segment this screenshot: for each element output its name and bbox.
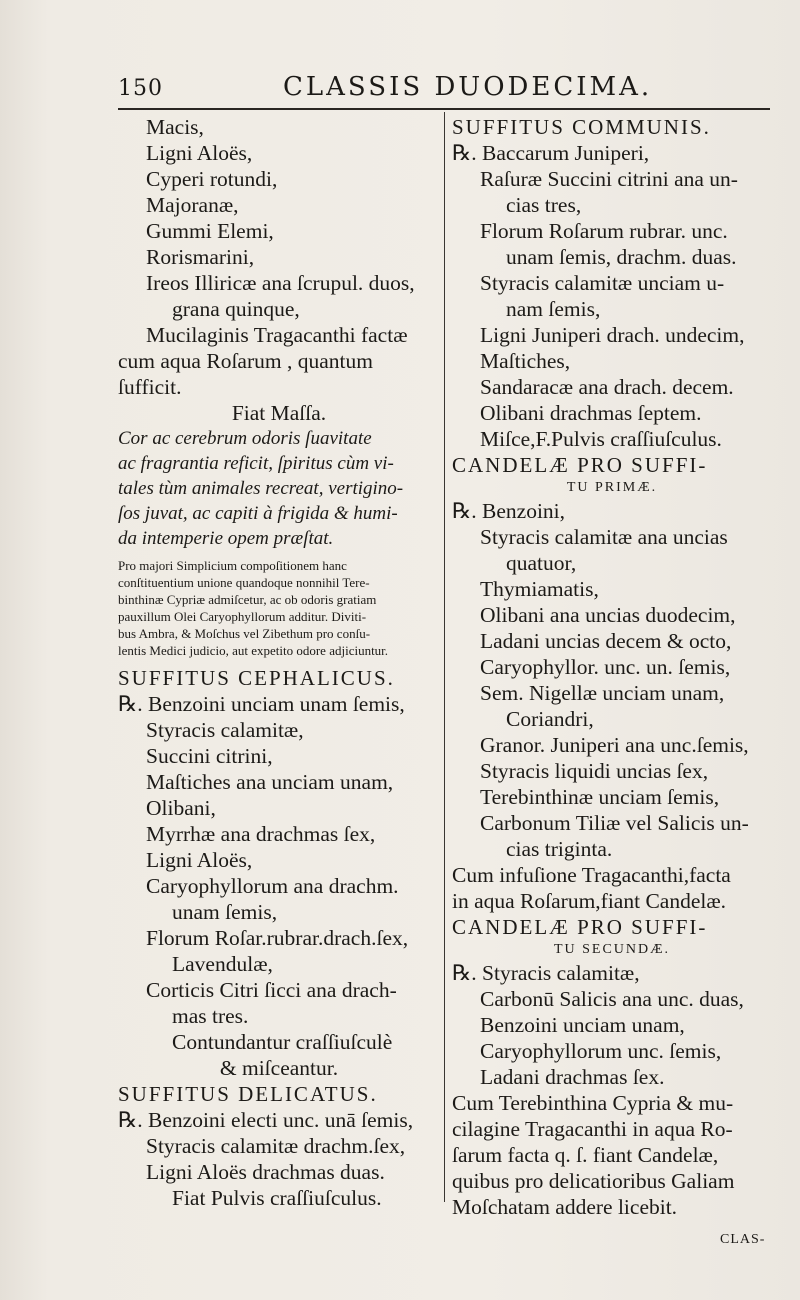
text-line: mas tres.: [172, 1004, 249, 1028]
text-line: cias triginta.: [506, 837, 613, 861]
text-line: Cum infuſione Tragacanthi,facta: [452, 863, 731, 887]
column-divider: [444, 112, 445, 1202]
candelae-prima-recipe: [452, 498, 772, 914]
text-line: ℞. Styracis calamitæ,: [452, 961, 640, 985]
text-line: Ladani uncias decem & octo,: [480, 629, 732, 653]
left-column: [118, 114, 440, 1211]
header-rule: [118, 108, 770, 110]
text-line: Macis,: [146, 115, 204, 139]
text-line: unam ſemis,: [172, 900, 278, 924]
text-line: Carbonum Tiliæ vel Salicis un-: [480, 811, 749, 835]
text-line: Ligni Juniperi drach. undecim,: [480, 323, 745, 347]
text-line: Ireos Illiricæ ana ſcrupul. duos,: [146, 271, 415, 295]
text-line: Thymiamatis,: [480, 577, 599, 601]
text-line: grana quinque,: [172, 297, 300, 321]
text-line: Styracis calamitæ,: [146, 718, 304, 742]
text-line: Styracis calamitæ unciam u-: [480, 271, 725, 295]
text-line: Ligni Aloës drachmas duas.: [146, 1160, 385, 1184]
left-small-note: [118, 557, 440, 659]
text-line: Olibani,: [146, 796, 216, 820]
text-line: ℞. Benzoini,: [452, 499, 566, 523]
text-line: Granor. Juniperi ana unc.ſemis,: [480, 733, 749, 757]
text-line: Maſtiches ana unciam unam,: [146, 770, 394, 794]
heading-suffitus-cephalicus: SUFFITUS CEPHALICUS.: [118, 666, 395, 690]
text-line: Caryophyllor. unc. un. ſemis,: [480, 655, 731, 679]
italic-line: ac fragrantia reficit, ſpiritus cùm vi-: [118, 453, 394, 474]
text-line: Sem. Nigellæ unciam unam,: [480, 681, 725, 705]
text-line: quatuor,: [506, 551, 577, 575]
note-line: pauxillum Olei Caryophyllorum additur. Diviti-: [118, 609, 367, 624]
text-line: Styracis liquidi uncias ſex,: [480, 759, 709, 783]
text-line: Olibani drachmas ſeptem.: [480, 401, 702, 425]
text-line: ſufficit.: [118, 375, 182, 399]
italic-line: tales tùm animales recreat, vertigino-: [118, 478, 404, 499]
italic-line: da intemperie opem præſtat.: [118, 528, 334, 549]
text-line: Carbonū Salicis ana unc. duas,: [480, 987, 744, 1011]
text-line: Coriandri,: [506, 707, 594, 731]
heading-candelae-prima: CANDELÆ PRO SUFFI-: [452, 453, 708, 477]
text-line: ℞. Benzoini unciam unam ſemis,: [118, 692, 405, 716]
text-line: Caryophyllorum ana drachm.: [146, 874, 399, 898]
text-line: in aqua Roſarum,fiant Candelæ.: [452, 889, 727, 913]
note-line: lentis Medici judicio, aut expetito odore adjiciuntur.: [118, 643, 389, 658]
text-line: Ligni Aloës,: [146, 848, 253, 872]
left-recipe-continued: [118, 114, 440, 426]
heading-candelae-secunda: CANDELÆ PRO SUFFI-: [452, 915, 708, 939]
note-line: binthinæ Cypriæ admiſcetur, ac ob odoris gratiam: [118, 592, 377, 607]
text-line: Terebinthinæ unciam ſemis,: [480, 785, 720, 809]
heading-suffitus-communis: SUFFITUS COMMUNIS.: [452, 115, 711, 139]
text-line: Maſtiches,: [480, 349, 571, 373]
note-line: bus Ambra, & Moſchus vel Zibethum pro conſu-: [118, 626, 371, 641]
text-line: Rorismarini,: [146, 245, 255, 269]
text-line: Corticis Citri ſicci ana drach-: [146, 978, 397, 1002]
text-line: Contundantur craſſiuſculè: [172, 1030, 393, 1054]
running-header: [118, 72, 758, 108]
heading-candelae-prima-sub: TU PRIMÆ.: [566, 480, 658, 495]
text-line: Miſce,F.Pulvis craſſiuſculus.: [480, 427, 722, 451]
italic-line: Cor ac cerebrum odoris ſuavitate: [118, 428, 372, 449]
heading-suffitus-delicatus: SUFFITUS DELICATUS.: [118, 1082, 378, 1106]
text-line: Majoranæ,: [146, 193, 239, 217]
text-line: Mucilaginis Tragacanthi factæ: [146, 323, 408, 347]
text-line: & miſceantur.: [219, 1056, 339, 1080]
text-line: Styracis calamitæ drachm.ſex,: [146, 1134, 406, 1158]
text-line: Ligni Aloës,: [146, 141, 253, 165]
text-line: Sandaracæ ana drach. decem.: [480, 375, 734, 399]
text-line: Ladani drachmas ſex.: [480, 1065, 665, 1089]
communis-recipe: [452, 140, 772, 452]
delicatus-recipe: [118, 1107, 440, 1211]
note-line: conſtituentium unione quandoque nonnihil Tere-: [118, 575, 370, 590]
text-line: cias tres,: [506, 193, 582, 217]
text-line: cilagine Tragacanthi in aqua Ro-: [452, 1117, 733, 1141]
text-line: ſarum facta q. ſ. fiant Candelæ,: [452, 1143, 719, 1167]
text-line: Myrrhæ ana drachmas ſex,: [146, 822, 376, 846]
text-line: nam ſemis,: [506, 297, 601, 321]
text-line: Lavendulæ,: [172, 952, 273, 976]
candelae-secunda-recipe: [452, 960, 772, 1220]
cephalicus-recipe: [118, 691, 440, 1081]
text-line: Florum Roſar.rubrar.drach.ſex,: [146, 926, 409, 950]
text-line: ℞. Benzoini electi unc. unā ſemis,: [118, 1108, 414, 1132]
text-line: Fiat Maſſa.: [231, 401, 327, 425]
text-line: quibus pro delicatioribus Galiam: [452, 1169, 735, 1193]
text-line: Raſuræ Succini citrini ana un-: [480, 167, 738, 191]
text-line: Fiat Pulvis craſſiuſculus.: [172, 1186, 382, 1210]
text-line: Succini citrini,: [146, 744, 273, 768]
running-title: CLASSIS DUODECIMA.: [283, 72, 653, 102]
catchword: CLAS-: [720, 1232, 766, 1247]
left-italic-paragraph: [118, 426, 440, 551]
text-line: unam ſemis, drachm. duas.: [506, 245, 737, 269]
text-line: cum aqua Roſarum , quantum: [118, 349, 373, 373]
text-line: Cum Terebinthina Cypria & mu-: [452, 1091, 734, 1115]
text-line: Gummi Elemi,: [146, 219, 274, 243]
page-number: 150: [118, 76, 163, 101]
right-column: [452, 114, 772, 1220]
text-line: Olibani ana uncias duodecim,: [480, 603, 736, 627]
text-line: Florum Roſarum rubrar. unc.: [480, 219, 728, 243]
italic-line: ſos juvat, ac capiti à frigida & humi-: [118, 503, 398, 524]
text-line: ℞. Baccarum Juniperi,: [452, 141, 650, 165]
text-line: Moſchatam addere licebit.: [452, 1195, 678, 1219]
note-line: Pro majori Simplicium compoſitionem hanc: [118, 558, 347, 573]
text-line: Caryophyllorum unc. ſemis,: [480, 1039, 722, 1063]
heading-candelae-secunda-sub: TU SECUNDÆ.: [553, 942, 671, 957]
text-line: Benzoini unciam unam,: [480, 1013, 685, 1037]
text-line: Styracis calamitæ ana uncias: [480, 525, 728, 549]
text-line: Cyperi rotundi,: [146, 167, 278, 191]
